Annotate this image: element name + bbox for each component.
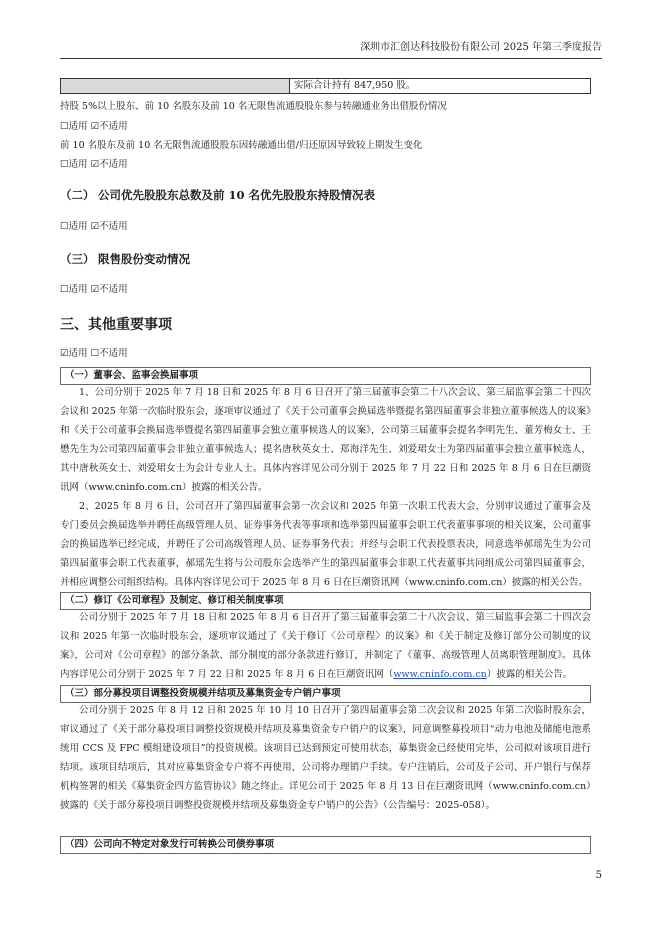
applicable-checkbox[interactable]: ☐适用	[60, 284, 88, 295]
lending-change-line: 前 10 名股东及前 10 名无限售流通股股东因转融通出借/归还原因导致较上期发生变化	[60, 140, 423, 151]
margin-lending-line: 持股 5%以上股东、前 10 名股东及前 10 名无限售流通股股东参与转融通业务出借股份情况	[60, 101, 447, 112]
not-applicable-checkbox[interactable]: ☑不适用	[90, 221, 128, 232]
applicable-checkbox[interactable]: ☐适用	[60, 221, 88, 232]
checkbox-row-3	[60, 220, 128, 234]
fund-project-paragraph: 公司分别于 2025 年 8 月 12 日和 2025 年 10 月 10 日召开了第四届董事会第二次会议和 2025 年第二次临时股东会，审议通过了《关于部分募投项目调整投资规模并结项及募集资金专户销户的议案》，同意调整募投项目“动力电池及储能电池系统用 CCS 及 FPC 模组建设项目”的投资规模。该项目已达到预定可使用状态，募集资金已经使用完毕，公司拟对该项目进行结项。该项目结项后，其对应募集资金专户将不再使用，公司将办理销户手续。专户注销后，公司及子公司、开户银行与保荐机构签署的相关《募集资金四方监管协议》随之终止。详见公司于 2025 年 8 月 13 日在巨潮资讯网（www.cninfo.com.cn）披露的《关于部分募投项目调整投资规模并结项及募集资金专户销户的公告》（公告编号：2025-058）。	[60, 705, 591, 811]
section-preferred-shares-heading: （二） 公司优先股股东总数及前 10 名优先股股东持股情况表	[60, 188, 376, 202]
board-election-heading: （一）董事会、监事会换届事项	[60, 367, 591, 385]
board-election-paragraph-1: 1、公司分别于 2025 年 7 月 18 日和 2025 年 8 月 6 日召开了第三届董事会第二十八次会议、第三届监事会第二十四次会议和 2025 年第一次临时股东会，逐项审议通过了《关于公司董事会换届选举暨提名第四届董事会非独立董事候选人的议案》和《关于公司董事会换届选举暨提名第四届董事会独立董事候选人的议案》，公司第三届董事会提名李明先生、董芳梅女士、王懋先生为公司第四届董事会非独立董事候选人；提名唐秋英女士、郑海洋先生、刘爱珺女士为第四届董事会独立董事候选人，其中唐秋英女士、刘爱珺女士为会计专业人士。具体内容详见公司分别于 2025 年 7 月 22 日和 2025 年 8 月 6 日在巨潮资讯网（www.cninfo.com.cn）披露的相关公告。	[60, 387, 591, 493]
articles-amendment-heading: （二）修订《公司章程》及制定、修订相关制度事项	[60, 592, 591, 610]
table-cell-actual-holding: 实际合计持有 847,950 股。	[294, 80, 416, 91]
applicable-checkbox[interactable]: ☑适用	[60, 348, 88, 359]
convertible-bonds-heading: （四）公司向不特定对象发行可转换公司债券事项	[60, 836, 591, 854]
checkbox-row-2	[60, 158, 128, 172]
not-applicable-checkbox[interactable]: ☑不适用	[90, 159, 128, 170]
board-election-paragraph-2: 2、2025 年 8 月 6 日，公司召开了第四届董事会第一次会议和 2025 年第一次职工代表大会，分别审议通过了董事会及专门委员会换届选举并聘任高级管理人员、证券事务代表等事项和选举第四届董事会职工代表董事事项的相关议案，公司董事会的换届选举已经完成，并聘任了公司高级管理人员、证券事务代表；并经与会职工代表投票表决，同意选举郝瑶先生为公司第四届董事会职工代表董事，郝瑶先生将与公司股东会选举产生的第四届董事会非职工代表董事共同组成公司第四届董事会，并相应调整公司组织结构。具体内容详见公司于 2025 年 8 月 6 日在巨潮资讯网（www.cninfo.com.cn）披露的相关公告。	[60, 501, 591, 588]
cninfo-link[interactable]: www.cninfo.com.cn	[393, 669, 487, 680]
checkbox-row-1	[60, 120, 128, 134]
checkbox-row-4	[60, 283, 128, 297]
articles-amendment-paragraph: 公司分别于 2025 年 7 月 18 日和 2025 年 8 月 6 日召开了第三届董事会第二十八次会议、第三届监事会第二十四次会议和 2025 年第一次临时股东会，逐项审议通过了《关于修订〈公司章程〉的议案》和《关于制定及修订部分公司制度的议案》，公司对《公司章程》的部分条款、部分制度的部分条款进行修订，并制定了《董事、高级管理人员离职管理制度》。具体内容详见公司分别于 2025 年 7 月 22 日和 2025 年 8 月 6 日在巨潮资讯网（www.cninfo.com.cn）披露的相关公告。	[60, 612, 591, 680]
not-applicable-checkbox[interactable]: ☑不适用	[90, 121, 128, 132]
section-restricted-shares-heading: （三） 限售股份变动情况	[60, 252, 190, 266]
not-applicable-checkbox[interactable]: ☑不适用	[90, 284, 128, 295]
applicable-checkbox[interactable]: ☐适用	[60, 159, 88, 170]
shareholding-table-row	[60, 78, 591, 94]
page-number: 5	[595, 870, 602, 881]
checkbox-row-5	[60, 347, 128, 361]
fund-project-heading: （三）部分募投项目调整投资规模并结项及募集资金专户销户事项	[60, 685, 591, 703]
table-shaded-cell	[61, 79, 290, 93]
other-matters-heading: 三、其他重要事项	[60, 317, 172, 333]
not-applicable-checkbox[interactable]: ☐不适用	[90, 348, 128, 359]
applicable-checkbox[interactable]: ☐适用	[60, 121, 88, 132]
page-header: 深圳市汇创达科技股份有限公司 2025 年第三季度报告	[60, 38, 602, 59]
